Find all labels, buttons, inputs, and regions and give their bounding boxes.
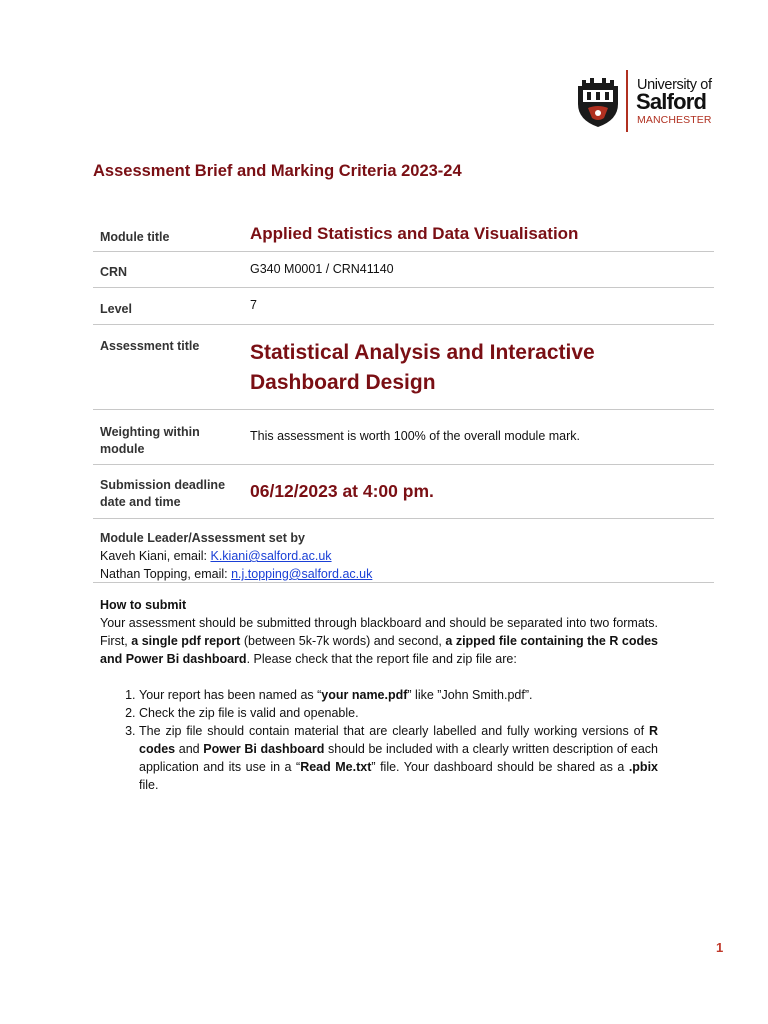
text-run: file. xyxy=(139,778,159,792)
module-title-value: Applied Statistics and Data Visualisation xyxy=(250,224,579,243)
module-leaders xyxy=(100,529,372,583)
assessment-title-value: Statistical Analysis and Interactive Dashboard Design xyxy=(250,341,595,394)
list-item xyxy=(139,686,658,704)
text-run: ” file. Your dashboard should be shared as a xyxy=(371,760,629,774)
leader-name: Nathan Topping, email: xyxy=(100,567,232,581)
assessment-title-label: Assessment title xyxy=(100,339,200,353)
bold-run: a zipped file containing the R codes and Power Bi dashboard xyxy=(100,634,658,666)
text-run: Your report has been named as “ xyxy=(139,688,322,702)
university-logo xyxy=(574,68,720,134)
text-run: Check the zip file is valid and openable. xyxy=(139,706,359,720)
weighting-label: Weighting within module xyxy=(100,425,200,456)
list-item xyxy=(139,704,658,722)
deadline-value: 06/12/2023 at 4:00 pm. xyxy=(250,481,434,501)
section-divider xyxy=(93,582,714,583)
row-module-title xyxy=(93,217,714,252)
leader-line xyxy=(100,565,372,583)
weighting-value: This assessment is worth 100% of the overall module mark. xyxy=(250,429,580,443)
document-title: Assessment Brief and Marking Criteria 2023-24 xyxy=(93,162,462,180)
page-number: 1 xyxy=(716,940,724,955)
leader-name: Kaveh Kiani, email: xyxy=(100,549,211,563)
row-level xyxy=(93,288,714,325)
module-title-label: Module title xyxy=(100,230,170,244)
crn-label: CRN xyxy=(100,265,128,279)
row-assessment-title xyxy=(93,325,714,410)
crn-value: G340 M0001 / CRN41140 xyxy=(250,262,394,276)
bold-run: .pbix xyxy=(628,760,658,774)
leader-line xyxy=(100,547,372,565)
how-to-submit-paragraph xyxy=(100,614,658,668)
text-run: ” like ”John Smith.pdf”. xyxy=(407,688,533,702)
logo-divider xyxy=(626,70,628,132)
logo-university-of: University of xyxy=(637,77,712,93)
row-weighting xyxy=(93,410,714,465)
text-run: The zip file should contain material that are clearly labelled and fully working versions of xyxy=(139,724,649,738)
bold-run: Read Me.txt xyxy=(300,760,372,774)
text-run: . Please check that the report file and zip file are: xyxy=(246,652,517,666)
logo-manchester: MANCHESTER xyxy=(637,114,712,126)
email-link[interactable]: n.j.topping@salford.ac.uk xyxy=(231,567,373,581)
text-run: (between 5k-7k words) and second, xyxy=(240,634,446,648)
text-run: and xyxy=(175,742,204,756)
row-crn xyxy=(93,252,714,288)
module-leaders-heading: Module Leader/Assessment set by xyxy=(100,531,305,545)
bold-run: a single pdf report xyxy=(131,634,241,648)
university-crest-icon xyxy=(574,74,622,128)
list-item xyxy=(139,722,658,794)
bold-run: your name.pdf xyxy=(321,688,408,702)
deadline-label: Submission deadline date and time xyxy=(100,478,226,509)
bold-run: Power Bi dashboard xyxy=(203,742,325,756)
level-value: 7 xyxy=(250,298,257,312)
row-deadline xyxy=(93,465,714,519)
how-to-submit-heading: How to submit xyxy=(100,598,187,612)
text-run: Your assessment should be submitted through blackboard and should be separated into two formats. First, xyxy=(100,616,658,648)
level-label: Level xyxy=(100,302,132,316)
logo-salford: Salford xyxy=(636,89,707,114)
assessment-details-table xyxy=(93,217,714,519)
text-run: should be included with a clearly written description of each application and its use in a “ xyxy=(139,742,658,774)
how-to-submit-section xyxy=(100,596,658,794)
email-link[interactable]: K.kiani@salford.ac.uk xyxy=(210,549,332,563)
bold-run: R codes xyxy=(139,724,658,756)
submission-checklist xyxy=(100,686,658,794)
